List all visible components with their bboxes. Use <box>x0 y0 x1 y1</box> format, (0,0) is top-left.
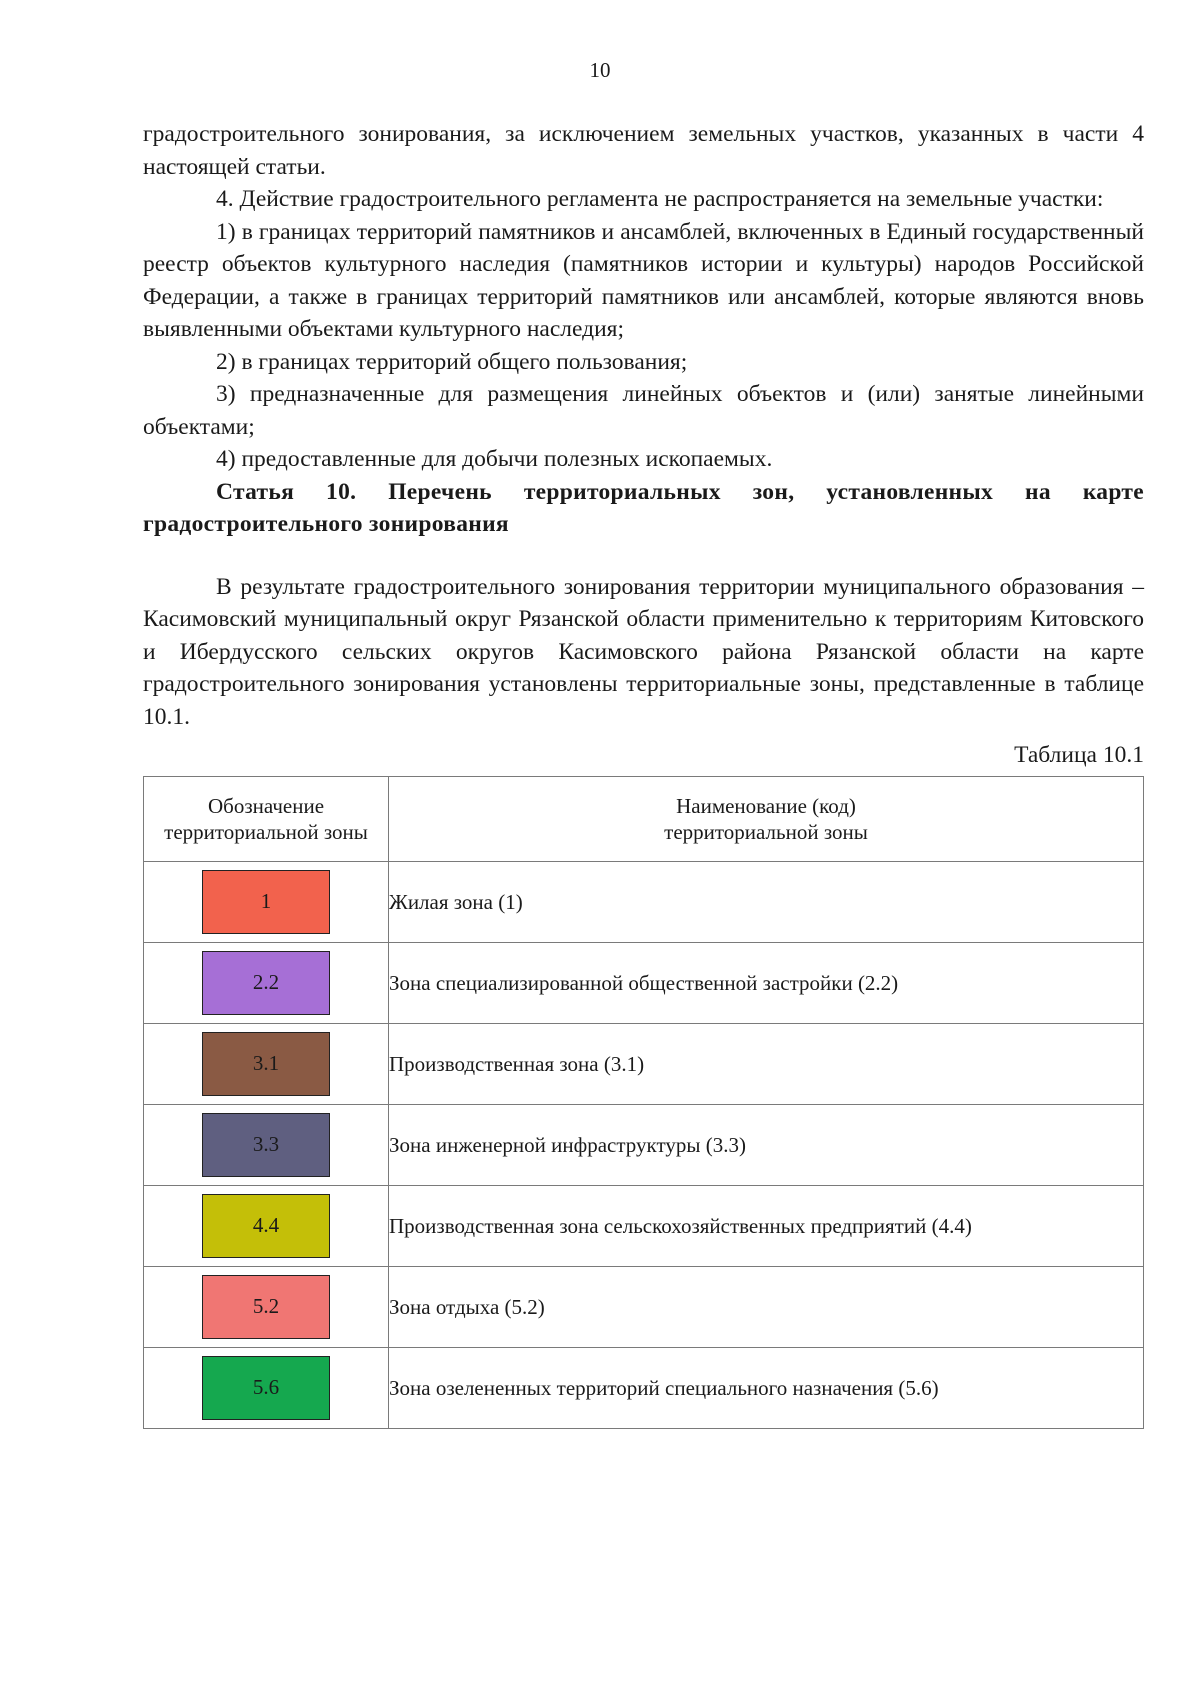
header-zone-name-line2: территориальной зоны <box>664 819 868 844</box>
zone-color-swatch: 3.3 <box>202 1113 330 1177</box>
zone-name-cell: Зона отдыха (5.2) <box>389 1266 1144 1347</box>
zone-designation-cell <box>144 1023 389 1104</box>
zone-designation-cell <box>144 942 389 1023</box>
paragraph-continuation: градостроительного зонирования, за исключением земельных участков, указанных в части 4 настоящей статьи. <box>143 121 1144 180</box>
article-heading: Статья 10. Перечень территориальных зон, установленных на карте градостроительного зонирования <box>143 478 1144 537</box>
list-item-3: 3) предназначенные для размещения линейных объектов и (или) занятые линейными объектами; <box>143 381 1144 440</box>
zone-color-swatch: 1 <box>202 870 330 934</box>
zone-name-cell: Жилая зона (1) <box>389 861 1144 942</box>
paragraph-part-4: 4. Действие градостроительного регламента не распространяется на земельные участки: <box>216 186 1104 212</box>
header-zone-name <box>389 776 1144 861</box>
list-item-1: 1) в границах территорий памятников и ансамблей, включенных в Единый государственный реестр объектов культурного наследия (памятников истории и культуры) народов Российской Федерации, а также в границах территорий памятников или ансамблей, которые являются вновь выявленными объектами культурного наследия; <box>143 218 1144 342</box>
table-row <box>144 1347 1144 1428</box>
table-row <box>144 942 1144 1023</box>
table-row <box>144 1104 1144 1185</box>
table-row <box>144 1266 1144 1347</box>
list-item-4: 4) предоставленные для добычи полезных ископаемых. <box>216 446 773 472</box>
zone-designation-cell <box>144 1104 389 1185</box>
zone-color-swatch: 4.4 <box>202 1194 330 1258</box>
zone-color-swatch: 5.2 <box>202 1275 330 1339</box>
table-row <box>144 1185 1144 1266</box>
table-row <box>144 861 1144 942</box>
zone-name-cell: Производственная зона (3.1) <box>389 1023 1144 1104</box>
zone-color-swatch: 3.1 <box>202 1032 330 1096</box>
table-row <box>144 1023 1144 1104</box>
list-item-2: 2) в границах территорий общего пользования; <box>216 348 688 375</box>
zone-name-cell: Зона озелененных территорий специального назначения (5.6) <box>389 1347 1144 1428</box>
zones-table <box>143 776 1144 1429</box>
document-body <box>143 118 1144 1429</box>
zone-color-swatch: 5.6 <box>202 1356 330 1420</box>
zone-color-swatch: 2.2 <box>202 951 330 1015</box>
header-zone-designation: Обозначение территориальной зоны <box>144 776 389 861</box>
zone-designation-cell <box>144 861 389 942</box>
zone-name-cell: Производственная зона сельскохозяйственных предприятий (4.4) <box>389 1185 1144 1266</box>
table-caption: Таблица 10.1 <box>1014 742 1144 768</box>
zone-name-cell: Зона специализированной общественной застройки (2.2) <box>389 942 1144 1023</box>
table-header-row <box>144 776 1144 861</box>
article-paragraph: В результате градостроительного зонирования территории муниципального образования – Касимовский муниципальный округ Рязанской области применительно к территориям Китовского и Ибердусского сельских округов Касимовского района Рязанской области на карте градостроительного зонирования установлены территориальные зоны, представленные в таблице 10.1. <box>143 573 1144 730</box>
header-zone-name-line1: Наименование (код) <box>676 793 856 818</box>
zone-designation-cell <box>144 1347 389 1428</box>
zone-name-cell: Зона инженерной инфраструктуры (3.3) <box>389 1104 1144 1185</box>
page-number: 10 <box>589 58 611 82</box>
zones-table-body <box>144 861 1144 1428</box>
zone-designation-cell <box>144 1266 389 1347</box>
zone-designation-cell <box>144 1185 389 1266</box>
